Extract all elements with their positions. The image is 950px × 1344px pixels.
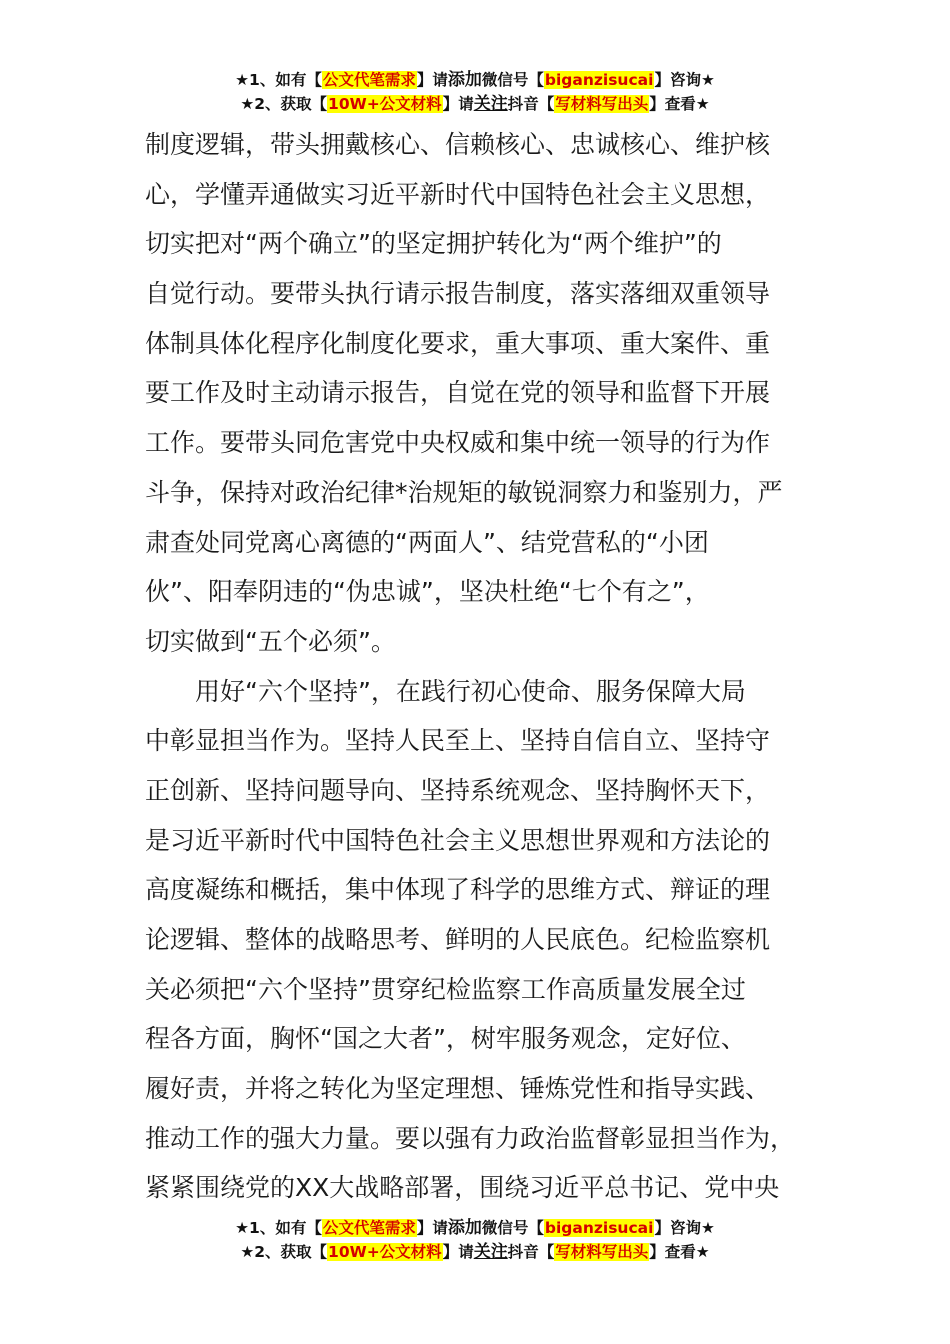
text-line: 中彰显担当作为。坚持人民至上、坚持自信自立、坚持守	[145, 726, 771, 756]
footer-banner	[0, 1216, 950, 1264]
highlight-text: 10W+公文材料	[328, 1243, 442, 1261]
text-line: 斗争，保持对政治纪律*治规矩的敏锐洞察力和鉴别力，严	[145, 477, 783, 507]
text-line: 切实做到“五个必须”。	[145, 626, 396, 656]
text-line: 心，学懂弄通做实习近平新时代中国特色社会主义思想，	[145, 179, 771, 209]
text-line: 自觉行动。要带头执行请示报告制度，落实落细双重领导	[145, 279, 771, 309]
footer-line-1: ★1、如有【公文代笔需求】请添加微信号【biganzisucai】咨询★	[235, 1218, 715, 1238]
text-line: 要工作及时主动请示报告，自觉在党的领导和监督下开展	[145, 378, 771, 408]
header-banner	[0, 68, 950, 116]
text-line: 制度逻辑，带头拥戴核心、信赖核心、忠诚核心、维护核	[145, 130, 771, 159]
wechat-id-highlight: biganzisucai	[544, 71, 654, 89]
text-line: 高度凝练和概括，集中体现了科学的思维方式、辩证的理	[145, 875, 771, 905]
text-line: 切实把对“两个确立”的坚定拥护转化为“两个维护”的	[145, 229, 722, 259]
text-line: 体制具体化程序化制度化要求，重大事项、重大案件、重	[145, 328, 771, 358]
text-line: 工作。要带头同危害党中央权威和集中统一领导的行为作	[145, 428, 771, 458]
footer-line-2: ★2、获取【10W+公文材料】请关注抖音【写材料写出头】查看★	[240, 1242, 710, 1262]
douyin-highlight: 写材料写出头	[555, 1243, 649, 1261]
wechat-id-highlight: biganzisucai	[544, 1219, 654, 1237]
text-line: 履好责，并将之转化为坚定理想、锤炼党性和指导实践、	[145, 1074, 771, 1104]
paragraph	[145, 120, 810, 667]
text-line: 正创新、坚持问题导向、坚持系统观念、坚持胸怀天下，	[145, 775, 771, 805]
text-line: 肃查处同党离心离德的“两面人”、结党营私的“小团	[145, 527, 709, 557]
douyin-highlight: 写材料写出头	[555, 95, 649, 113]
text-line: 推动工作的强大力量。要以强有力政治监督彰显担当作为，	[145, 1123, 796, 1153]
text-line: 用好“六个坚持”，在践行初心使命、服务保障大局	[195, 676, 746, 706]
text-line: 论逻辑、整体的战略思考、鲜明的人民底色。纪检监察机	[145, 925, 771, 954]
highlight-text: 公文代笔需求	[322, 1219, 416, 1237]
text-line: 程各方面，胸怀“国之大者”，树牢服务观念，定好位、	[145, 1024, 746, 1054]
header-line-1: ★1、如有【公文代笔需求】请添加微信号【biganzisucai】咨询★	[235, 70, 715, 90]
highlight-text: 公文代笔需求	[322, 71, 416, 89]
highlight-text: 10W+公文材料	[328, 95, 442, 113]
text-line: 关必须把“六个坚持”贯穿纪检监察工作高质量发展全过	[145, 974, 746, 1004]
text-line: 伙”、阳奉阴违的“伪忠诚”，坚决杜绝“七个有之”，	[145, 577, 710, 607]
document-body	[145, 120, 810, 1213]
header-line-2: ★2、获取【10W+公文材料】请关注抖音【写材料写出头】查看★	[240, 94, 710, 114]
text-line: 紧紧围绕党的XX大战略部署，围绕习近平总书记、党中央	[145, 1173, 780, 1203]
paragraph	[145, 667, 810, 1214]
text-line: 是习近平新时代中国特色社会主义思想世界观和方法论的	[145, 825, 771, 855]
